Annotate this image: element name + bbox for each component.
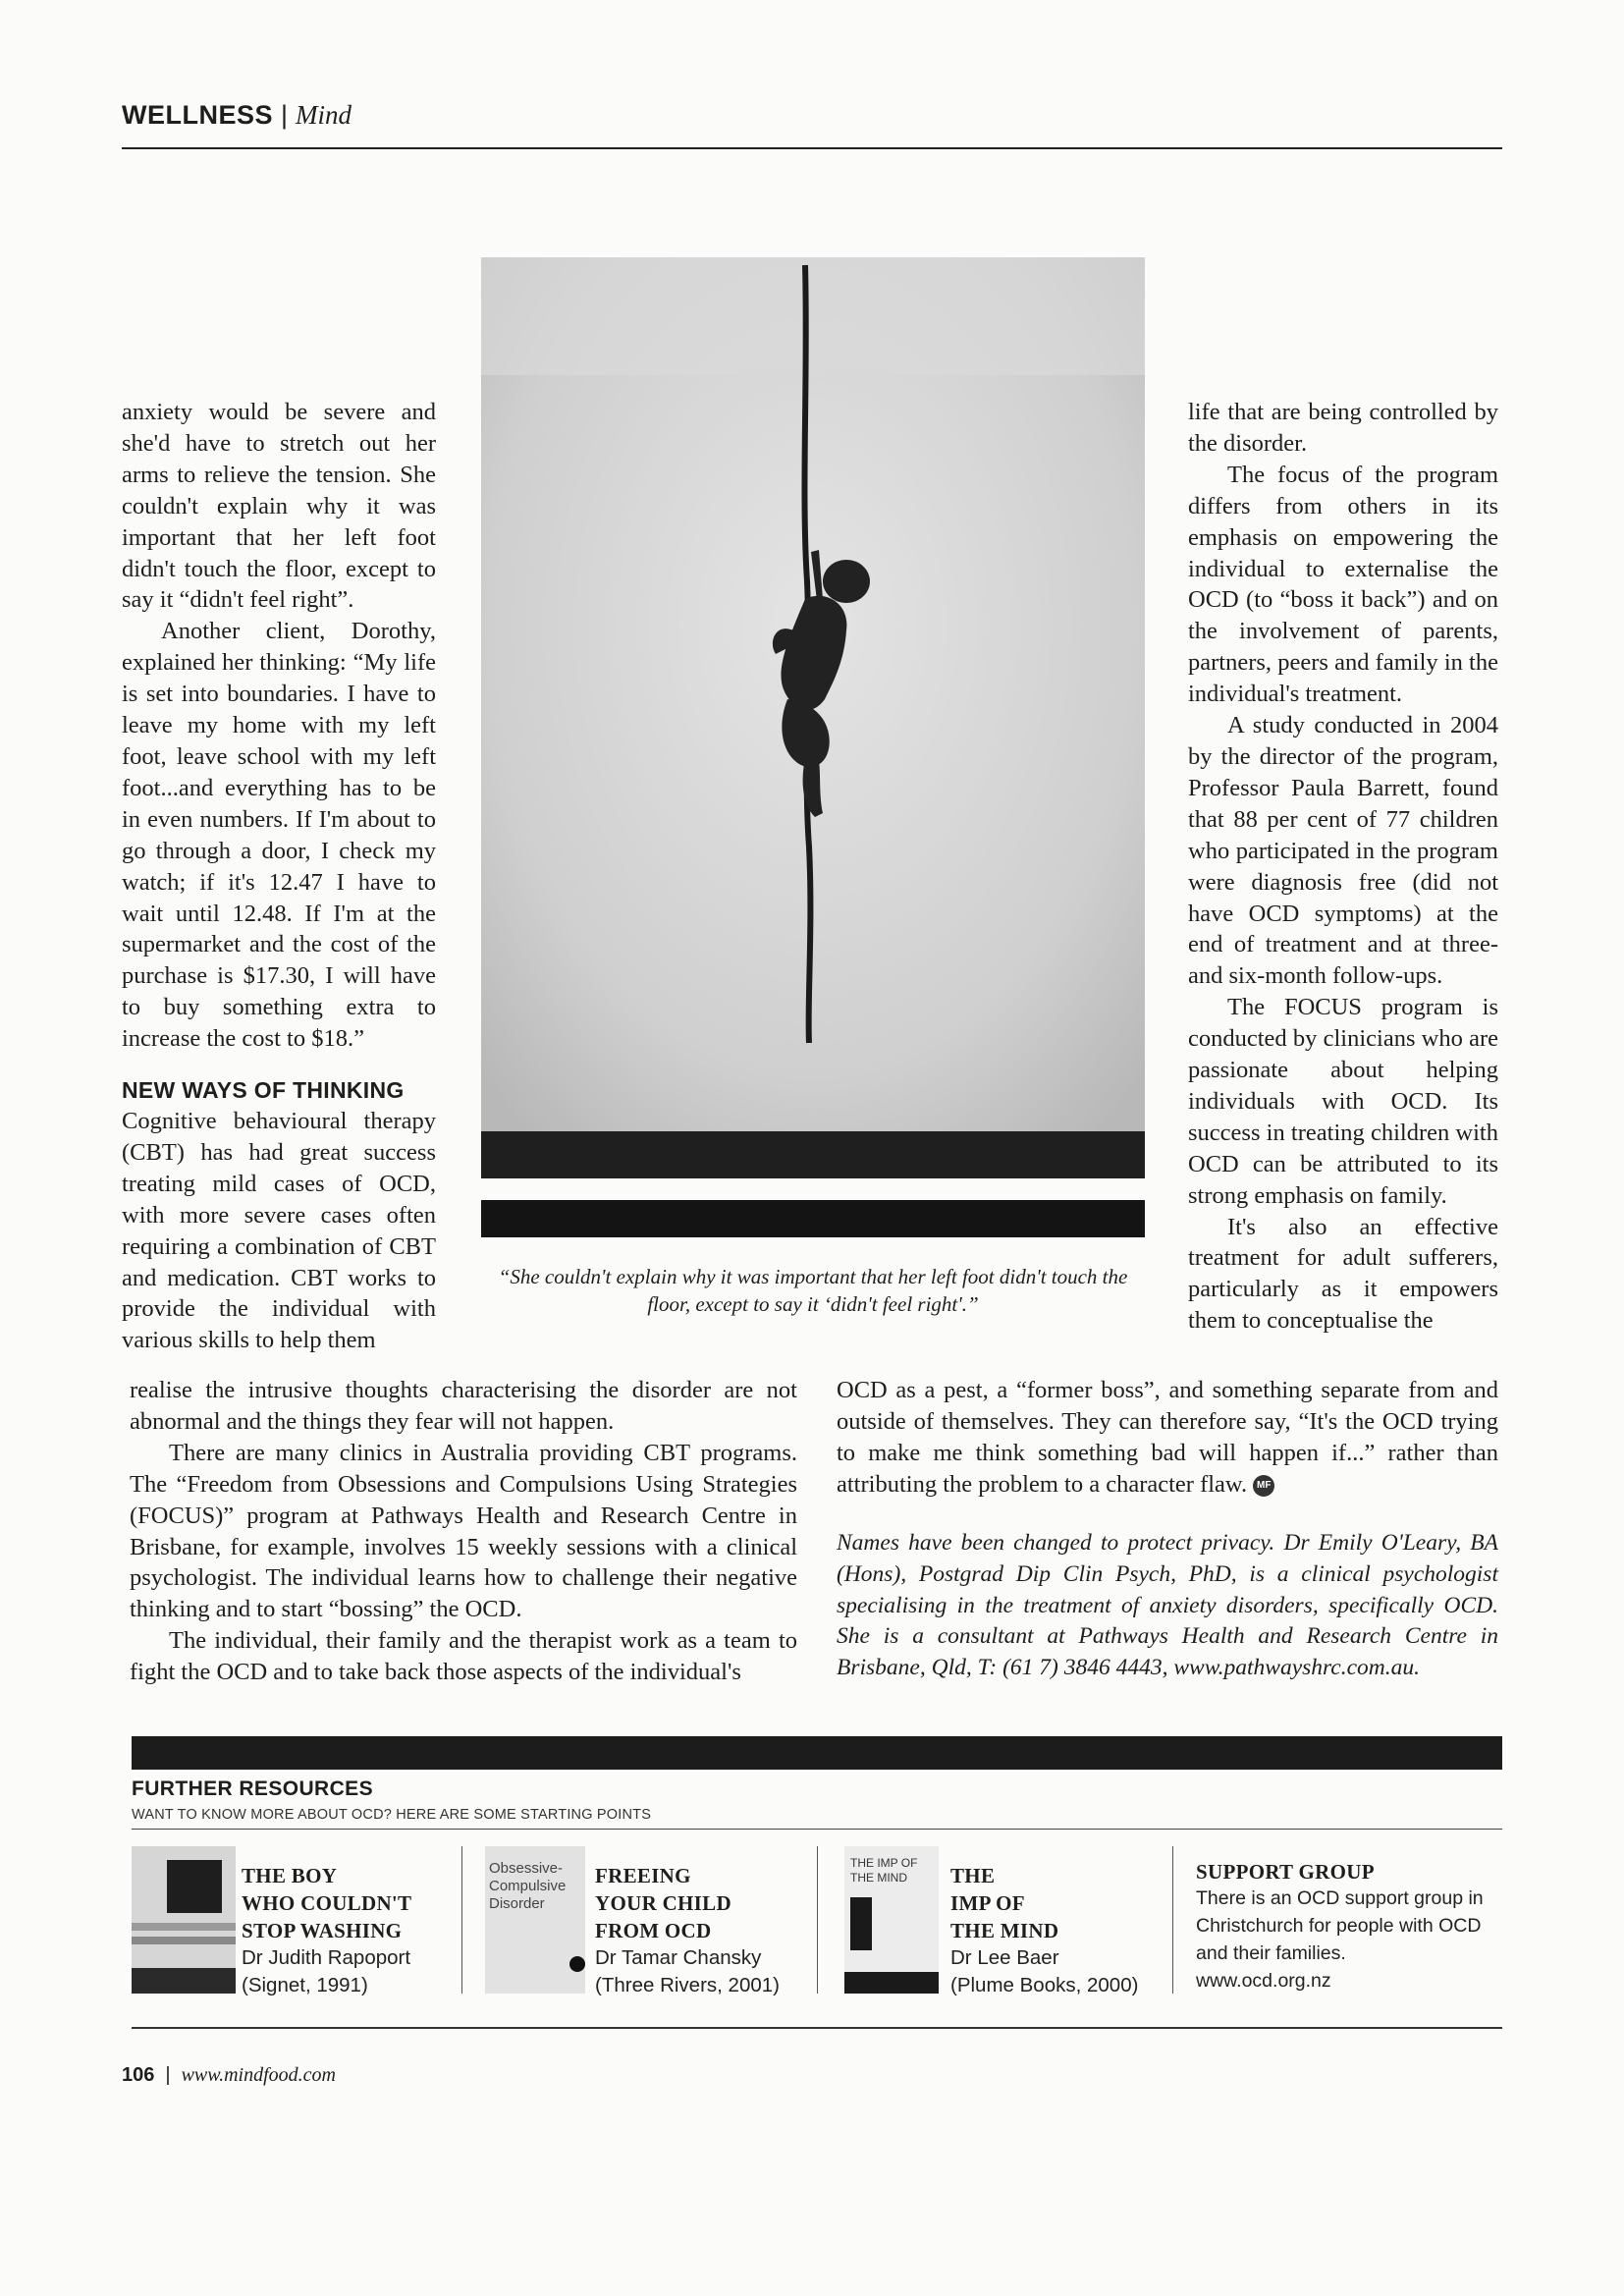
paragraph: It's also an effective treatment for adult sufferers, particularly as it empowers them to conceptualise the — [1188, 1213, 1498, 1335]
paragraph: Another client, Dorothy, explained her thinking: “My life is set into boundaries. I have to leave my home with my left foot, leave school with my left foot...and everything has to be in even numbers. If I'm about to go through a door, I check my watch; if it's 12.47 I have to wait until 12.48. If I'm at the supermarket and the cost of the purchase is $17.30, I will have to buy something extra to increase the cost to $18.” — [122, 618, 436, 1053]
section-label: WELLNESS — [122, 100, 274, 130]
subsection-label: Mind — [296, 100, 352, 130]
paragraph: Cognitive behavioural therapy (CBT) has had great success treating mild cases of OCD, with more severe cases often requiring a combination of CBT and medication. CBT works to provide the individual with various skills to help them — [122, 1108, 436, 1354]
support-link[interactable]: www.ocd.org.nz — [1196, 1970, 1331, 1992]
header-rule — [122, 147, 1502, 149]
book-title-line: IMP OF — [950, 1891, 1025, 1915]
column-divider — [461, 1846, 462, 1994]
page-footer — [122, 2064, 336, 2087]
support-group — [1196, 1860, 1510, 1995]
closing-paragraph: OCD as a pest, a “former boss”, and something separate from and outside of themselves. They can therefore say, “It's the OCD trying to make me think something bad will happen if...” rather than attributing the problem to a character flaw. — [837, 1377, 1498, 1498]
book-item — [485, 1846, 819, 2013]
book-author: Dr Lee Baer — [950, 1946, 1059, 1969]
resources-bottom-rule — [132, 2027, 1502, 2029]
paragraph: life that are being controlled by the disorder. — [1188, 399, 1498, 457]
paragraph: anxiety would be severe and she'd have to stretch out her arms to relieve the tension. She couldn't explain why it was important that her left foot didn't touch the floor, except to say it “didn't feel right”. — [122, 399, 436, 614]
book-title-line: FROM OCD — [595, 1919, 712, 1942]
cover-band — [844, 1972, 939, 1994]
book-title-line: STOP WASHING — [242, 1919, 403, 1942]
lower-right-column — [837, 1375, 1498, 1501]
paragraph — [837, 1375, 1498, 1501]
cover-block — [850, 1897, 872, 1950]
book-publisher: (Signet, 1991) — [242, 1974, 368, 1996]
book-publisher: (Plume Books, 2000) — [950, 1974, 1139, 1996]
book-item — [132, 1846, 465, 2013]
cover-text: Compulsive — [489, 1878, 567, 1894]
lower-left-column — [130, 1375, 797, 1688]
right-column — [1188, 397, 1498, 1337]
cover-text: THE IMP OF — [850, 1856, 918, 1870]
book-cover-image — [844, 1846, 939, 1994]
photo-caption: “She couldn't explain why it was important that her left foot didn't touch the floor, except to say it ‘didn't feel right'.” — [498, 1265, 1128, 1316]
support-text: and their families. — [1196, 1942, 1346, 1964]
author-bio: Names have been changed to protect privacy. Dr Emily O'Leary, BA (Hons), Postgrad Dip Clin Psych, PhD, is a clinical psychologist specialising in the treatment of anxiety disorders, specifically OCD. She is a consultant at Pathways Health and Research Centre in Brisbane, Qld, T: (61 7) 3846 4443, www.pathwayshrc.com.au. — [837, 1530, 1498, 1681]
book-title-line: THE — [950, 1864, 996, 1887]
book-title-line: THE BOY — [242, 1864, 338, 1887]
rope-climber-photo — [481, 257, 1145, 1239]
resources-bar — [132, 1736, 1502, 1770]
footer-url[interactable]: www.mindfood.com — [181, 2064, 336, 2086]
paragraph: A study conducted in 2004 by the director of the program, Professor Paula Barrett, found that 88 per cent of 77 children who participated in the program were diagnosis free (did not have OCD symptoms) at the end of treatment and at three- and six-month follow-ups. — [1188, 712, 1498, 990]
page-number: 106 — [122, 2064, 155, 2086]
book-cover-image — [485, 1846, 585, 1994]
column-divider — [817, 1846, 818, 1994]
book-title-line: FREEING — [595, 1864, 691, 1887]
book-author: Dr Tamar Chansky — [595, 1946, 762, 1969]
end-mark-logo: MF — [1253, 1475, 1274, 1497]
footer-separator: | — [165, 2064, 171, 2086]
book-title-line: THE MIND — [950, 1919, 1059, 1942]
book-cover-image — [132, 1846, 236, 1994]
paragraph: The focus of the program differs from others in its emphasis on empowering the individual to externalise the OCD (to “boss it back”) and on the involvement of parents, partners, peers and family in the individual's treatment. — [1188, 461, 1498, 708]
support-text: There is an OCD support group in — [1196, 1887, 1484, 1909]
paragraph: The FOCUS program is conducted by clinicians who are passionate about helping individuals with OCD. Its success in treating children with OCD can be attributed to its strong emphasis on family. — [1188, 994, 1498, 1209]
support-title: SUPPORT GROUP — [1196, 1860, 1375, 1884]
book-author: Dr Judith Rapoport — [242, 1946, 411, 1969]
left-column — [122, 397, 436, 1356]
resources-title: FURTHER RESOURCES — [132, 1777, 373, 1800]
paragraph: realise the intrusive thoughts characterising the disorder are not abnormal and the things they fear will not happen. — [130, 1377, 797, 1435]
cover-dot — [569, 1956, 585, 1972]
column-divider — [1172, 1846, 1173, 1994]
book-publisher: (Three Rivers, 2001) — [595, 1974, 780, 1996]
page-header — [122, 100, 352, 131]
paragraph: The individual, their family and the therapist work as a team to fight the OCD and to take back those aspects of the individual's — [130, 1627, 797, 1686]
cover-text: Obsessive- — [489, 1860, 564, 1877]
cover-text: Disorder — [489, 1895, 545, 1912]
resources-subtitle: WANT TO KNOW MORE ABOUT OCD? HERE ARE SOME STARTING POINTS — [132, 1807, 652, 1823]
resources-rule — [132, 1829, 1502, 1830]
cover-text: THE MIND — [850, 1871, 907, 1885]
section-heading: NEW WAYS OF THINKING — [122, 1077, 405, 1104]
book-title-line: YOUR CHILD — [595, 1891, 731, 1915]
support-text: Christchurch for people with OCD — [1196, 1915, 1482, 1937]
header-separator: | — [281, 100, 289, 130]
book-item — [844, 1846, 1168, 2013]
book-title-line: WHO COULDN'T — [242, 1891, 412, 1915]
paragraph: There are many clinics in Australia providing CBT programs. The “Freedom from Obsessions and Compulsions Using Strategies (FOCUS)” program at Pathways Health and Research Centre in Brisbane, for example, involves 15 weekly sessions with a clinical psychologist. The individual learns how to challenge their negative thinking and to start “bossing” the OCD. — [130, 1439, 797, 1623]
